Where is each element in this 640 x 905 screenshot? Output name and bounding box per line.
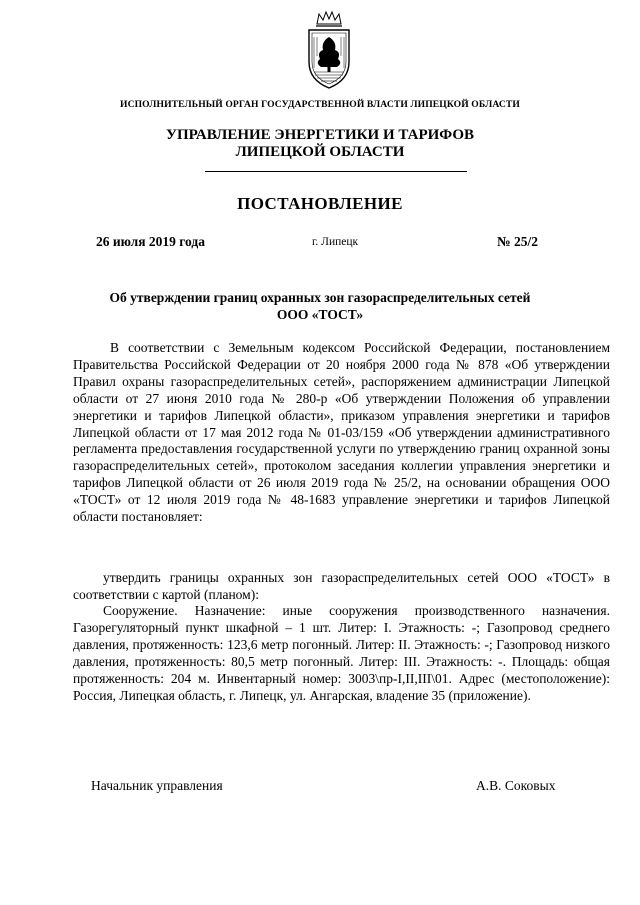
preamble-paragraph: В соответствии с Земельным кодексом Российской Федерации, постановлением Правительства Российской Федерации от 20 ноября 2000 года № 878 «Об утверждении Правил охраны газораспределительных сетей», распоряжением администрации Липецкой области от 27 июня 2010 года № 280-р «Об утверждении Положения об управлении энергетики и тарифов Липецкой области», приказом управления энергетики и тарифов Липецкой области от 17 мая 2012 года № 01-03/159 «Об утверждении административного регламента предоставления государственной услуги по утверждению границ охранной зоны газораспределительных сетей», протоколом заседания коллегии управления энергетики и тарифов Липецкой области от 26 июля 2019 года № 25/2, на основании обращения ООО «ТОСТ» от 12 июля 2019 года № 48-1683 управление энергетики и тарифов Липецкой области постановляет: [73, 340, 610, 525]
structure-description-paragraph: Сооружение. Назначение: иные сооружения производственного назначения. Газорегуляторный пункт шкафной – 1 шт. Литер: I. Этажность: -; Газопровод среднего давления, протяженность: 123,6 метр погонный. Литер: II. Этажность: -; Газопровод низкого давления, протяженность: 80,5 метр погонный. Литер: III. Этажность: -. Площадь: общая протяженность: 204 м. Инвентарный номер: 3003\пр-I,II,III\01. Адрес (местоположение): Россия, Липецкая область, г. Липецк, ул. Ангарская, владение 35 (приложение). [73, 603, 610, 703]
header-divider [205, 171, 467, 172]
subject-line2: ООО «ТОСТ» [276, 307, 364, 322]
document-type: ПОСТАНОВЛЕНИЕ [237, 194, 403, 213]
document-subject [60, 289, 580, 323]
department-name [0, 127, 640, 161]
coat-of-arms-icon [303, 10, 355, 92]
signatory-name: А.В. Соковых [476, 778, 556, 793]
department-name-line1: УПРАВЛЕНИЕ ЭНЕРГЕТИКИ И ТАРИФОВ [165, 127, 475, 143]
signatory-title: Начальник управления [91, 778, 223, 793]
subject-line1: Об утверждении границ охранных зон газораспределительных сетей [109, 290, 531, 305]
document-number: № 25/2 [497, 234, 538, 249]
document-date: 26 июля 2019 года [96, 234, 205, 249]
resolution-paragraph: утвердить границы охранных зон газораспределительных сетей ООО «ТОСТ» в соответствии с картой (планом): [73, 570, 610, 602]
org-name: ИСПОЛНИТЕЛЬНЫЙ ОРГАН ГОСУДАРСТВЕННОЙ ВЛАСТИ ЛИПЕЦКОЙ ОБЛАСТИ [120, 99, 520, 110]
document-city: г. Липецк [312, 236, 359, 248]
department-name-line2: ЛИПЕЦКОЙ ОБЛАСТИ [235, 144, 405, 160]
